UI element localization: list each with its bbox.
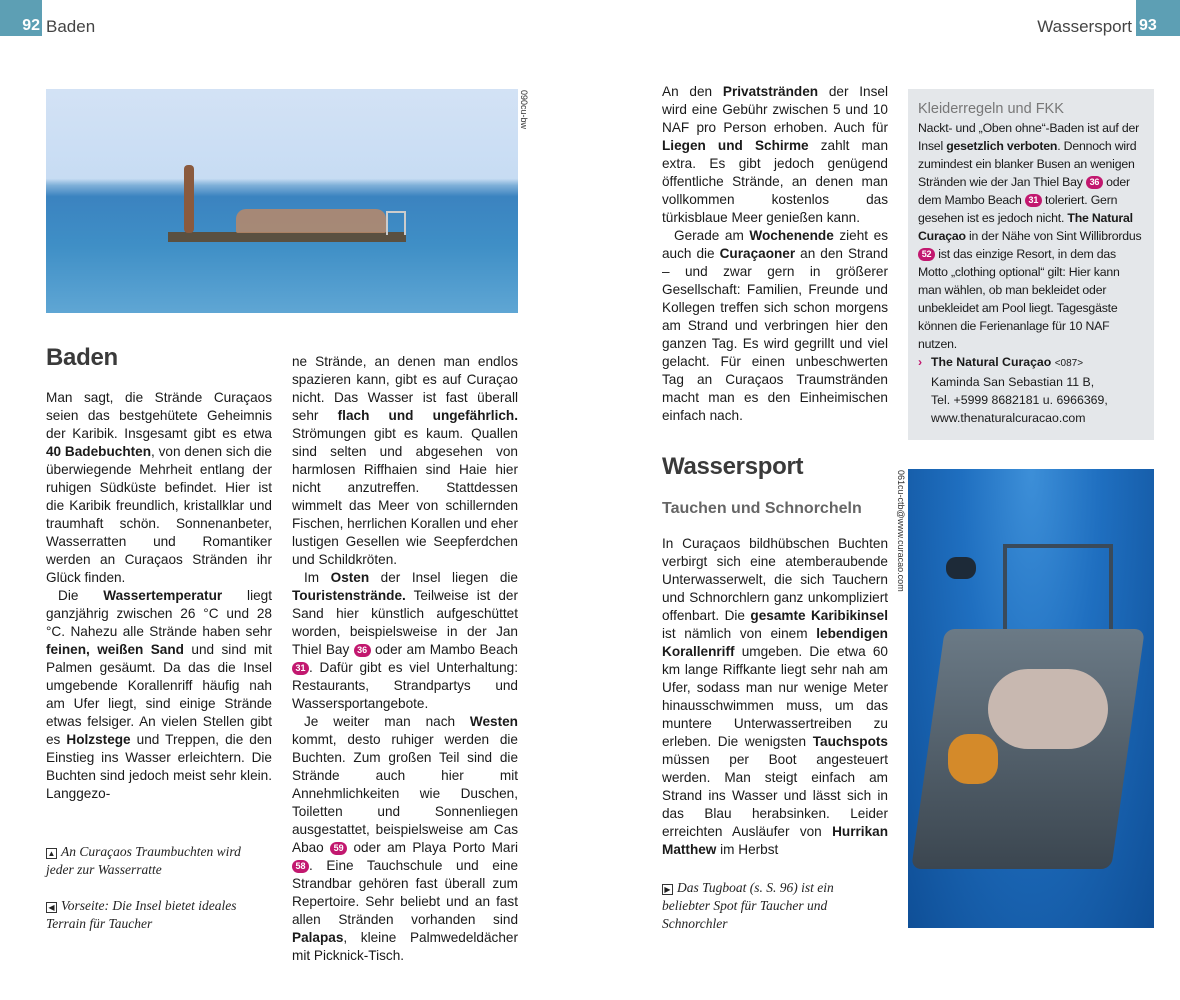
paragraph: ne Strände, an denen man endlos spazieren kann, gibt es auf Curaçao nicht. Das Wasser ist fast überall sehr flach und ungefährlich. Strömungen gibt es kaum. Quallen sind selten und abgesehen von harmlosen Riffhaien sind Haie hier nicht anzutreffen. Stattdessen wimmelt das Meer von schillernden Fischen, herrlichen Korallen und eher lustigen Gesellen wie Seepferdchen und Schildkröten.: [292, 354, 518, 567]
bold-term: Osten: [330, 570, 370, 585]
paragraph: Man sagt, die Strände Curaçaos seien das bestgehütete Geheimnis der Karibik. Insgesamt gibt es etwa 40 Badebuchten, von denen sich die überwiegende Mehrheit entlang der ruhigen Südküste befindet. Hier ist die Karibik freundlich, kristallklar und traumhaft schön. Sonnenanbeter, Wasserratten und Romantiker werden an Curaçaos Stränden ihr Glück finden.: [46, 390, 272, 585]
beach-photo: [46, 89, 518, 313]
info-box-kleiderregeln: [908, 89, 1154, 440]
venue-phone: Tel. +5999 8682181 u. 6966369,: [931, 393, 1108, 407]
bold-term: lebendigen Korallenriff: [662, 626, 888, 659]
photo-credit: 090cu-bw: [519, 90, 529, 130]
map-marker-badge[interactable]: 58: [292, 860, 309, 873]
arrow-left-icon: ◀: [46, 902, 57, 913]
bold-term: feinen, weißen Sand: [46, 642, 184, 657]
info-box-text: [918, 119, 1144, 353]
bold-term: flach und ungefährlich.: [337, 408, 518, 423]
bold-term: Tauchspots: [812, 734, 888, 749]
subheading-tauchen: Tauchen und Schnorcheln: [662, 500, 862, 517]
text-column-1: [46, 389, 272, 803]
map-marker-badge[interactable]: 36: [1086, 176, 1103, 189]
map-marker-badge[interactable]: 31: [292, 662, 309, 675]
info-box-title: Kleiderregeln und FKK: [918, 101, 1064, 117]
text-column-right-bottom: [662, 535, 888, 859]
tugboat-underwater-photo: [908, 469, 1154, 928]
caption-tugboat: [662, 879, 862, 933]
chevron-right-icon: ›: [918, 355, 923, 369]
text-column-right-top: [662, 83, 888, 425]
bold-term: Curaçaoner: [719, 246, 796, 261]
bold-term: Wochenende: [749, 228, 834, 243]
running-head-left: Baden: [46, 17, 96, 36]
info-box-address: [918, 353, 1144, 427]
caption-text: Vorseite: Die Insel bietet ideales Terrain für Taucher: [46, 898, 237, 931]
map-marker-badge[interactable]: 59: [330, 842, 347, 855]
bold-term: Westen: [469, 714, 518, 729]
bold-term: gesamte Karibikinsel: [750, 608, 889, 623]
paragraph: An den Privatstränden der Insel wird eine Gebühr zwischen 5 und 10 NAF pro Person erhoben. Auch für Liegen und Schirme zahlt man extra. Es gibt jedoch genügend öffentliche Strände, an denen man vollkommen kostenlos das türkisblaue Meer genießen kann.: [662, 84, 889, 225]
page-number-right: [1136, 0, 1180, 36]
bold-term: Privatstränden: [722, 84, 819, 99]
page-number-left: [0, 0, 42, 36]
bold-term: Touristenstrände.: [292, 588, 406, 603]
bold-term: Hurrikan Matthew: [662, 824, 888, 857]
bold-term: Holzstege: [66, 732, 131, 747]
arrow-right-icon: ▶: [662, 884, 673, 895]
paragraph: Im Osten der Insel liegen die Touristenstrände. Teilweise ist der Sand hier künstlich aufgeschüttet worden, beispielsweise in der Jan Thiel Bay 36 oder am Mambo Beach 31 . Dafür gibt es viel Unterhaltung: Restaurants, Strandpartys und Wassersportangebote.: [292, 570, 518, 711]
running-head-right: Wassersport: [1037, 17, 1132, 36]
bold-term: The Natural Curaçao: [918, 211, 1133, 243]
caption-text: An Curaçaos Traumbuchten wird jeder zur Wasserratte: [46, 844, 241, 877]
map-marker-badge[interactable]: 36: [354, 644, 371, 657]
paragraph: Nackt- und „Oben ohne“-Baden ist auf der Insel gesetzlich verboten. Dennoch wird zumindest ein blanker Busen an wenigen Stränden wie der Jan Thiel Bay 36 oder dem Mambo Beach 31 toleriert. Gern gesehen ist es jedoch nicht. The Natural Curaçao in der Nähe von Sint Willibrordus 52 ist das einzige Resort, in dem das Motto „clothing optional“ gilt: Hier kann man wählen, ob man bekleidet oder unbekleidet am Pool liegt. Tagesgäste können die Ferienanlage für 10 NAF nutzen.: [918, 121, 1142, 351]
venue-code: <087>: [1054, 358, 1084, 369]
page-number: 93: [1139, 17, 1157, 34]
bold-term: Liegen und Schirme: [662, 138, 809, 153]
caption-beach-photo: [46, 843, 246, 879]
bold-term: 40 Badebuchten: [46, 444, 152, 459]
paragraph: In Curaçaos bildhübschen Buchten verbirgt sich eine atemberaubende Unterwasserwelt, die sich Tauchern und Schnorchlern ganz unkompliziert offenbart. Die gesamte Karibikinsel ist nämlich von einem lebendigen Korallenriff umgeben. Die etwa 60 km lange Riffkante liegt sehr nah am Ufer, sodass man nur wenige Meter hinausschwimmen muss, um das muntere Unterwassertreiben zu erleben. Die wenigsten Tauchspots müssen per Boot angesteuert werden. Man steigt einfach am Strand ins Wasser und lässt sich in das Blau herabsinken. Leider erreichten Ausläufer von Hurrikan Matthew im Herbst: [662, 536, 889, 857]
page-number: 92: [22, 17, 40, 34]
bold-term: gesetzlich verboten: [946, 139, 1058, 153]
section-heading-baden: Baden: [46, 344, 118, 371]
venue-address: Kaminda San Sebastian 11 B,: [931, 375, 1095, 389]
arrow-up-icon: ▲: [47, 849, 56, 858]
caption-text: Das Tugboat (s. S. 96) ist ein beliebter Spot für Taucher und Schnorchler: [662, 880, 834, 931]
section-heading-wassersport: Wassersport: [662, 453, 804, 480]
paragraph: Gerade am Wochenende zieht es auch die Curaçaoner an den Strand – und zwar gern in größerer Gesellschaft: Familien, Freunde und Kollegen treffen sich schon morgens am Strand und verbringen hier den ganzen Tag. Es wird gegrillt und viel gelacht. Für einen unbeschwerten Tag an Curaçaos Traumstränden macht man es den Einheimischen einfach nach.: [662, 228, 889, 423]
venue-website-link[interactable]: www.thenaturalcuracao.com: [931, 411, 1086, 425]
text-column-2: [292, 353, 518, 965]
photo-credit: 061cu-ctb@www.curacao.com: [896, 470, 906, 592]
venue-name: The Natural Curaçao: [931, 355, 1052, 369]
bold-term: Palapas: [292, 930, 344, 945]
map-marker-badge[interactable]: 31: [1025, 194, 1042, 207]
bold-term: Wassertemperatur: [103, 588, 223, 603]
paragraph: Je weiter man nach Westen kommt, desto ruhiger werden die Buchten. Zum großen Teil sind die Strände auch hier mit Annehmlichkeiten wie Duschen, Toiletten und Sonnenliegen ausgestattet, beispielsweise am Cas Abao 59 oder am Playa Porto Mari 58 . Eine Tauchschule und eine Strandbar gehören fast überall zum Repertoire. Sehr beliebt und an fast allen Stränden vorhanden sind Palapas, kleine Palmwedeldächer mit Picknick-Tisch.: [292, 714, 518, 963]
paragraph: Die Wassertemperatur liegt ganzjährig zwischen 26 °C und 28 °C. Nahezu alle Strände haben sehr feinen, weißen Sand und sind mit Palmen gesäumt. Da das die Insel umgebende Korallenriff häufig nah am Ufer liegt, sind einige Strände etwas felsiger. An vielen Stellen gibt es Holzstege und Treppen, die den Einstieg ins Wasser erleichtern. Die Buchten sind jedoch meist sehr klein. Langgezo-: [46, 588, 272, 801]
map-marker-badge[interactable]: 52: [918, 248, 935, 261]
caption-previous-page: [46, 897, 246, 933]
